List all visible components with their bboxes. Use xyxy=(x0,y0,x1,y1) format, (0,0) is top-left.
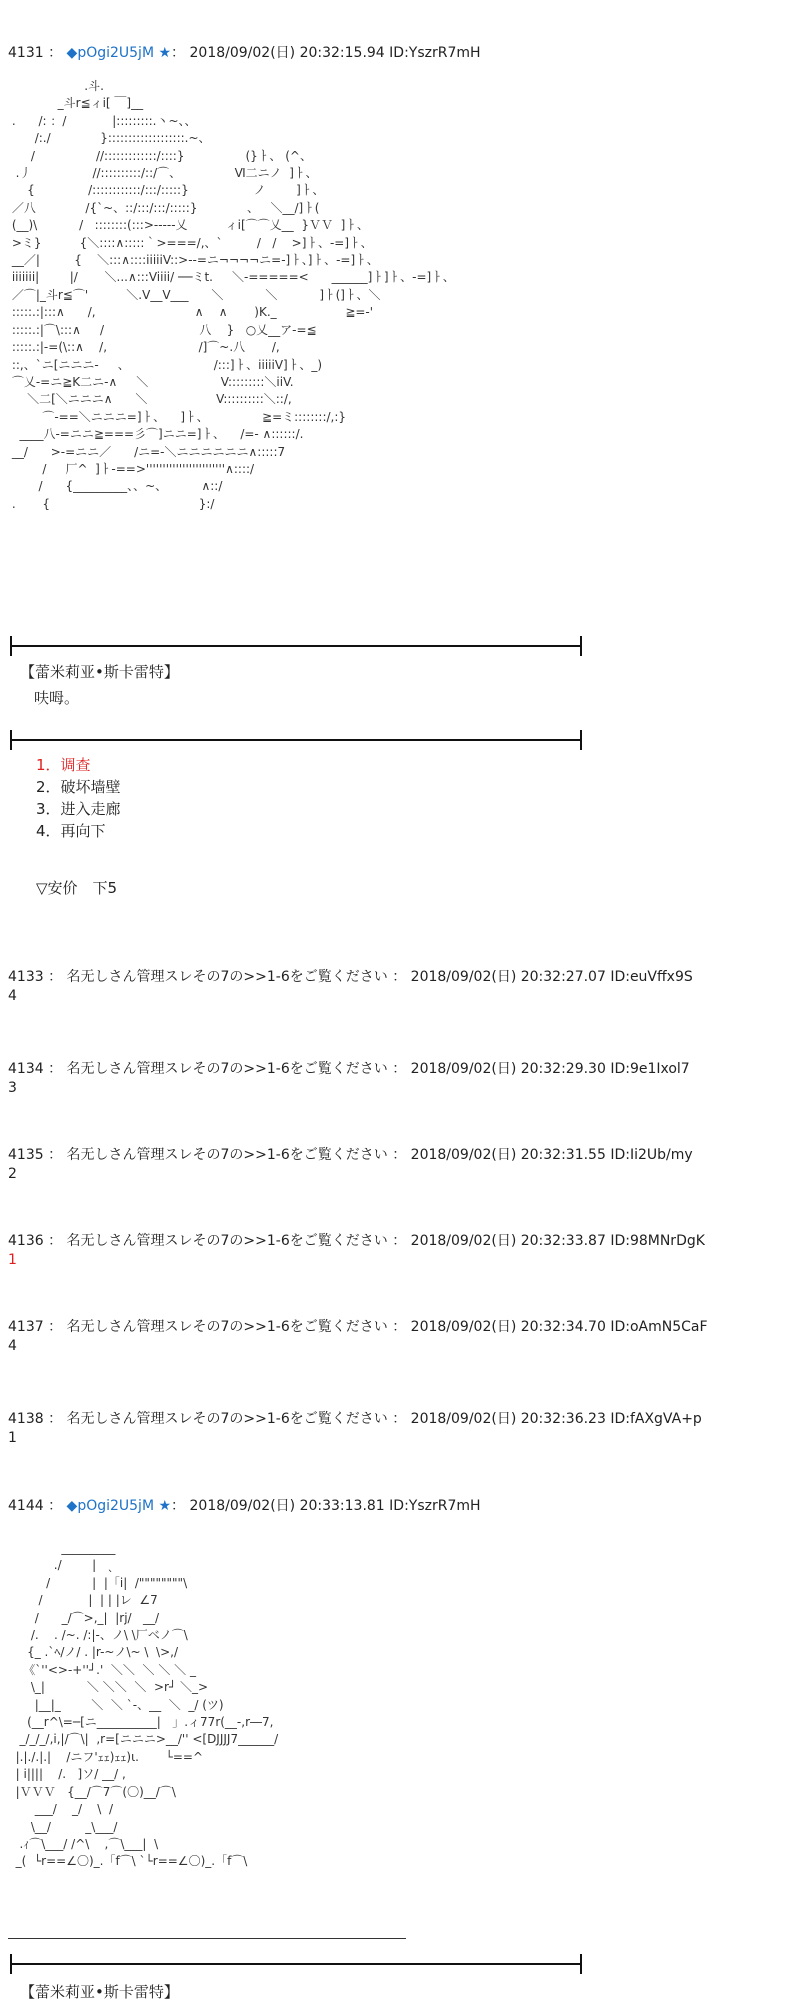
reply-header: 4138 ： 名无しさん管理スレその7の>>1-6をご覧ください ： 2018/09/02(日) 20:32:36.23 ID:fAXgVA+p xyxy=(8,1411,702,1427)
reply-post xyxy=(8,968,693,1006)
reply-value: 4 xyxy=(8,1338,17,1354)
reply-post xyxy=(8,1232,705,1270)
post-date: 2018/09/02(日) 20:32:15.94 xyxy=(189,45,385,61)
post-trip: ◆pOgi2U5jM xyxy=(66,1498,155,1514)
post-id[interactable]: ID:YszrR7mH xyxy=(389,1498,481,1514)
art-underline xyxy=(8,1938,406,1939)
speaker-name: 【蕾米莉亚•斯卡雷特】 xyxy=(20,1983,179,2001)
reply-header: 4133 ： 名无しさん管理スレその7の>>1-6をご覧ください ： 2018/09/02(日) 20:32:27.07 ID:euVffx9S xyxy=(8,969,693,985)
reply-header: 4135 ： 名无しさん管理スレその7の>>1-6をご覧ください ： 2018/09/02(日) 20:32:31.55 ID:Ii2Ub/my xyxy=(8,1147,693,1163)
divider xyxy=(10,730,582,750)
choice-item: 4．再向下 xyxy=(36,822,106,840)
reply-header: 4134 ： 名无しさん管理スレその7の>>1-6をご覧ください ： 2018/09/02(日) 20:32:29.30 ID:9e1Ixol7 xyxy=(8,1061,690,1077)
reply-header: 4137 ： 名无しさん管理スレその7の>>1-6をご覧ください ： 2018/09/02(日) 20:32:34.70 ID:oAmN5CaF xyxy=(8,1319,708,1335)
speaker-name: 【蕾米莉亚•斯卡雷特】 xyxy=(20,663,179,681)
reply-value: 1 xyxy=(8,1252,17,1268)
reply-post xyxy=(8,1146,693,1184)
post-number[interactable]: 4131 xyxy=(8,45,44,61)
ascii-art: _________ ./ | ˎ / | |「i| /""""""""\ / | | | |レ ∠7 / _/⌒>,_| |rj/ __/ /. . /~. /:|-、ノ\ \厂ベノ⌒\ {_ .`ﾍ/ノ/ . |r-~ノ\~ \ \>,/ 《`''<>-+''┘.' ＼＼ ＼ ＼ ＼ _ \_| ＼ ＼＼ ＼ >r┘ ＼_> |__|_ ＼ ＼ `-、__ ＼ _/ (ツ) (__r^\=─[ニ__________| 」.ィ77r(__-,r―7, _/_/_/,i,|/⌒\| ,r=[ニニニ>__/'' <[DJJJJ7______/ |.|./.|.| /ニフ'ｪｪ)ｪｪ)ι. └==^ | i|||| /. ]ソ/ __/ , |ＶＶＶ {__/⌒7⌒(〇)__/⌒\ ___/ _/ \ / \__/ _\___/ .ｨ⌒\___/ /^\ ,⌒\___| \ _( └r==∠〇)_.「f⌒\ `└r==∠〇)_.「f⌒\ xyxy=(15,1541,279,1869)
post-header xyxy=(8,44,481,62)
post-separator: ： xyxy=(171,1498,186,1514)
post-separator: ： xyxy=(48,1498,63,1514)
post-header xyxy=(8,1497,481,1515)
divider xyxy=(10,1954,582,1974)
choice-item: 3．进入走廊 xyxy=(36,800,121,818)
reply-post xyxy=(8,1060,690,1098)
reply-header: 4136 ： 名无しさん管理スレその7の>>1-6をご覧ください ： 2018/09/02(日) 20:32:33.87 ID:98MNrDgK xyxy=(8,1233,705,1249)
vote-instruction: ▽安价 下5 xyxy=(36,879,118,897)
divider xyxy=(10,636,582,656)
choice-list xyxy=(36,754,121,842)
reply-post xyxy=(8,1318,708,1356)
ascii-art: .斗. _斗r≦ィi[ ￣]__ . /: ：/ |:::::::::.丶~、、 /:./ }:::::::::::::::::::.~、 / //:::::::::::::/::::} (}ㅏ、 (^、 .丿 //::::::::::/::/⌒、 Ⅵ二ニノ ]ㅏ、 { /::::::::::::/:::/:::::} ノ ]ㅏ、 ／八 /{`~、::/:::/:::/:::::} 、 ＼__/]ㅏ( (__)\ / ::::::::(:::>-----乂 ィi[⌒⌒乂__ }ＶＶ ]ㅏ、 >ミ} {＼::::∧:::::｀>===/,、` / / >]ㅏ、-=]ㅏ、 __／| { ＼:::∧::::iiiiiV::>--=ニ¬¬¬¬ニ=-]ㅏ、]ㅏ、-=]ㅏ、 iiiiiii| |/ ＼...∧:::Viiii/ ──ミt. ＼-=====< ______]ㅏ]ㅏ、-=]ㅏ、 ／⌒|_斗r≦⌒' ＼.V__V___ ＼ ＼ ]ㅏ(]ㅏ、＼ :::::.:|:::∧ /, ∧ ∧ )K._ ≧=-' :::::.:|⌒\:::∧ / 八 } ○乂__ア-=≦ :::::.:|-=(\::∧ /, /]⌒~.八 /, ::,、`ニ[ニニニ- 、 /:::]ㅏ、iiiiiV]ㅏ、_) ⌒乂-=ニ≧K二ニ-∧ ＼ V:::::::::＼iiV. ＼二[＼ニニニ∧ ＼ V::::::::::＼::/, ⌒-==＼ニニニ=]ㅏ、 ]ㅏ、 ≧=ミ::::::::/,:} ____八-=ニニ≧===彡⌒]ニニ=]ㅏ、 /=- ∧::::::/. __/ >-=ニニ／ /ニ=-＼ニニニニニニ∧:::::7 / 厂^ ]ㅏ-==>''''''''''''''''''''''''∧::::/ / {_________、、~、 ∧::/ . { }:/ xyxy=(11,79,455,511)
post-trip: ◆pOgi2U5jM xyxy=(66,45,155,61)
choice-item: 2．破坏墙壁 xyxy=(36,778,121,796)
star-icon: ★ xyxy=(158,45,172,61)
post-id[interactable]: ID:YszrR7mH xyxy=(389,45,481,61)
star-icon: ★ xyxy=(158,1498,172,1514)
post-separator: ： xyxy=(48,45,63,61)
post-number[interactable]: 4144 xyxy=(8,1498,44,1514)
post-date: 2018/09/02(日) 20:33:13.81 xyxy=(189,1498,385,1514)
dialogue-line: 呋呣。 xyxy=(34,689,80,707)
reply-value: 2 xyxy=(8,1166,17,1182)
post-separator: ： xyxy=(171,45,186,61)
reply-value: 4 xyxy=(8,988,17,1004)
reply-post xyxy=(8,1410,702,1448)
reply-value: 1 xyxy=(8,1430,17,1446)
reply-value: 3 xyxy=(8,1080,17,1096)
choice-item: 1．调查 xyxy=(36,756,91,774)
